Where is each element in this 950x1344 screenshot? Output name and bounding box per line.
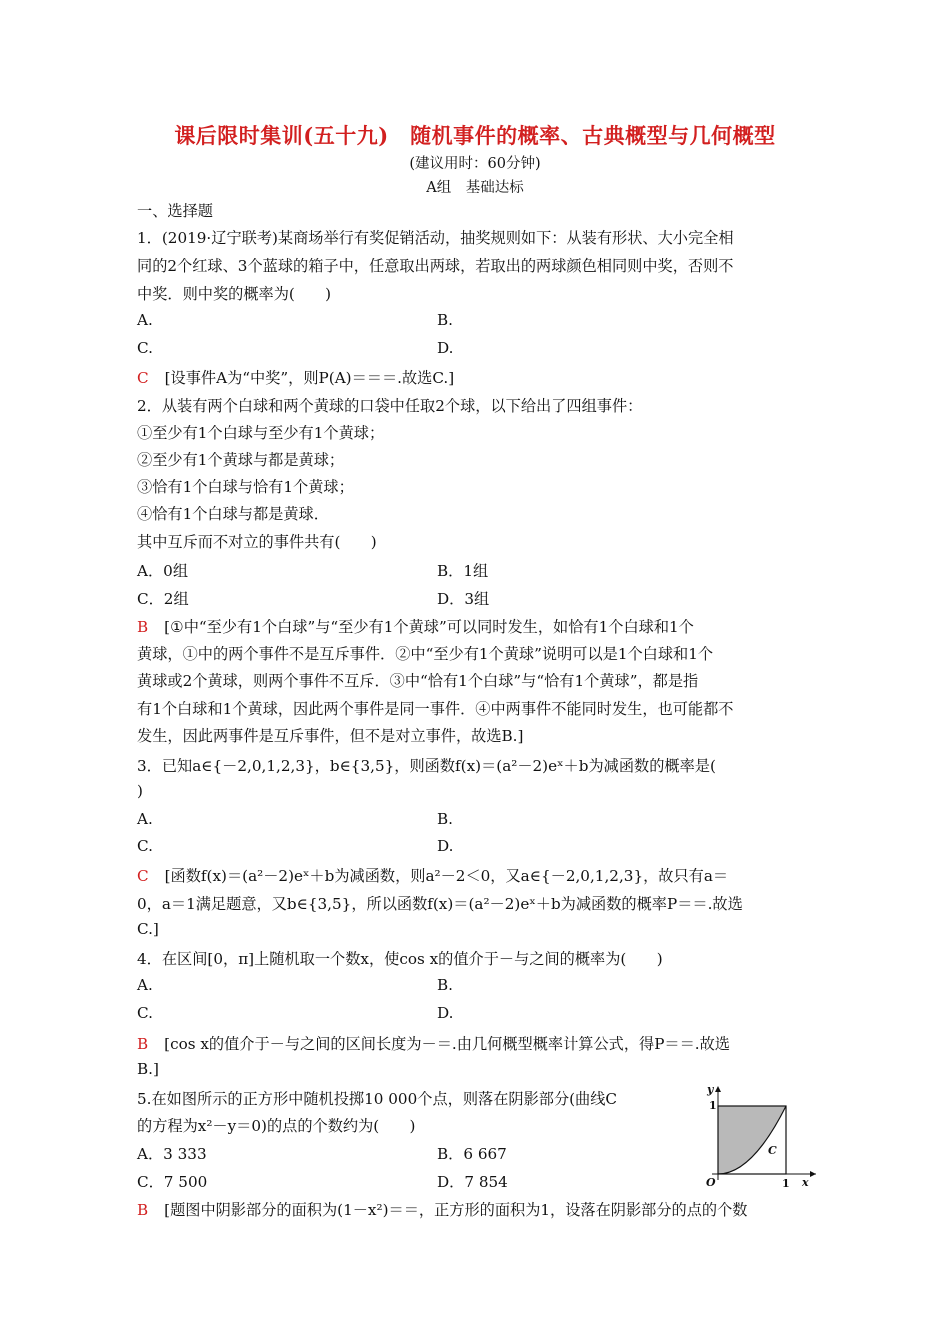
q5-option-c: C．7 500 <box>137 1173 208 1191</box>
y-tick-one: 1 <box>709 1099 717 1112</box>
q4-answer <box>137 1033 730 1054</box>
q2-option-d: D．3组 <box>437 590 490 608</box>
q3-solution-line-3: C.] <box>137 920 159 938</box>
page-title: 课后限时集训(五十九) 随机事件的概率、古典概型与几何概型 <box>174 123 776 148</box>
q2-line-5: ④恰有1个白球与都是黄球． <box>137 505 329 523</box>
q1-option-b: B. <box>437 311 453 329</box>
x-tick-one: 1 <box>782 1177 790 1190</box>
q2-option-c: C．2组 <box>137 590 189 608</box>
group-label: A组 基础达标 <box>426 180 524 196</box>
q1-line-2: 同的2个红球、3个蓝球的箱子中，任意取出两球，若取出的两球颜色相同则中奖，否则不 <box>137 257 734 275</box>
q5-option-a: A．3 333 <box>137 1145 207 1163</box>
q1-answer <box>137 367 454 388</box>
time-hint: (建议用时：60分钟) <box>409 156 541 172</box>
q4-line-1: 4．在区间[0，π]上随机取一个数x，使cos x的值介于－与之间的概率为( ) <box>137 950 663 968</box>
q3-line-2: ) <box>137 782 143 800</box>
section-heading: 一、选择题 <box>137 202 213 220</box>
q1-option-a: A. <box>137 311 153 329</box>
x-axis-arrow <box>810 1171 816 1177</box>
q3-option-b: B. <box>437 810 453 828</box>
q1-option-c: C. <box>137 339 153 357</box>
q3-answer-letter: C <box>137 867 149 885</box>
curve-label: C <box>768 1144 777 1157</box>
q2-solution-line-3: 黄球或2个黄球，则两个事件不互斥．③中“恰有1个白球”与“恰有1个黄球”，都是指 <box>137 672 699 690</box>
q4-solution-line-1: [cos x的值介于－与之间的区间长度为－＝.由几何概型概率计算公式，得P＝＝.故选 <box>164 1035 730 1053</box>
q1-option-d: D. <box>437 339 454 357</box>
q5-option-b: B．6 667 <box>437 1145 507 1163</box>
q3-option-c: C. <box>137 837 153 855</box>
q2-line-6: 其中互斥而不对立的事件共有( ) <box>137 533 377 551</box>
y-axis-arrow <box>715 1086 721 1092</box>
q3-line-1: 3．已知a∈{－2,0,1,2,3}，b∈{3,5}，则函数f(x)＝(a²－2)eˣ＋b为减函数的概率是( <box>137 757 716 775</box>
q3-solution-line-2: 0，a＝1满足题意，又b∈{3,5}，所以函数f(x)＝(a²－2)eˣ＋b为减函数的概率P＝＝.故选 <box>137 895 743 913</box>
q2-answer <box>137 616 694 637</box>
q1-line-3: 中奖．则中奖的概率为( ) <box>137 285 332 303</box>
q4-answer-letter: B <box>137 1035 149 1053</box>
q5-line-2: 的方程为x²－y＝0)的点的个数约为( ) <box>137 1117 416 1135</box>
q5-answer-letter: B <box>137 1201 149 1219</box>
q2-solution-line-5: 发生，因此两事件是互斥事件，但不是对立事件，故选B.] <box>137 727 524 745</box>
q4-solution-line-2: B.] <box>137 1060 159 1078</box>
q5-solution-line-1: [题图中阴影部分的面积为(1－x²)＝＝，正方形的面积为1，设落在阴影部分的点的个数 <box>164 1201 748 1219</box>
y-axis-label: y <box>707 1083 714 1096</box>
q1-solution-line-1: [设事件A为“中奖”，则P(A)＝＝＝.故选C.] <box>164 369 455 387</box>
q2-solution-line-2: 黄球，①中的两个事件不是互斥事件．②中“至少有1个黄球”说明可以是1个白球和1个 <box>137 645 714 663</box>
q2-option-a: A．0组 <box>137 562 189 580</box>
q3-answer <box>137 865 728 886</box>
q2-answer-letter: B <box>137 618 149 636</box>
q5-option-d: D．7 854 <box>437 1173 508 1191</box>
q3-solution-line-1: [函数f(x)＝(a²－2)eˣ＋b为减函数，则a²－2＜0，又a∈{－2,0,1,2,3}，故只有a＝ <box>164 867 729 885</box>
q4-option-c: C. <box>137 1004 153 1022</box>
q2-option-b: B．1组 <box>437 562 489 580</box>
q4-option-d: D. <box>437 1004 454 1022</box>
x-axis-label: x <box>802 1176 809 1189</box>
q1-answer-letter: C <box>137 369 149 387</box>
q5-answer <box>137 1199 748 1220</box>
q2-solution-line-1: [①中“至少有1个白球”与“至少有1个黄球”可以同时发生，如恰有1个白球和1个 <box>164 618 694 636</box>
q2-solution-line-4: 有1个白球和1个黄球，因此两个事件是同一事件．④中两事件不能同时发生，也可能都不 <box>137 700 734 718</box>
shaded-region <box>718 1106 786 1174</box>
q4-option-a: A. <box>137 976 153 994</box>
q2-line-1: 2．从装有两个白球和两个黄球的口袋中任取2个球，以下给出了四组事件： <box>137 397 643 415</box>
q1-line-1: 1．(2019·辽宁联考)某商场举行有奖促销活动，抽奖规则如下：从装有形状、大小完全相 <box>137 229 734 247</box>
q2-line-3: ②至少有1个黄球与都是黄球； <box>137 451 345 469</box>
square-figure <box>698 1082 828 1192</box>
origin-label: O <box>706 1176 716 1189</box>
q3-option-d: D. <box>437 837 454 855</box>
q2-line-2: ①至少有1个白球与至少有1个黄球； <box>137 424 385 442</box>
q4-option-b: B. <box>437 976 453 994</box>
q2-line-4: ③恰有1个白球与恰有1个黄球； <box>137 478 354 496</box>
q3-option-a: A. <box>137 810 153 828</box>
q5-line-1: 5.在如图所示的正方形中随机投掷10 000个点，则落在阴影部分(曲线C <box>137 1090 618 1108</box>
